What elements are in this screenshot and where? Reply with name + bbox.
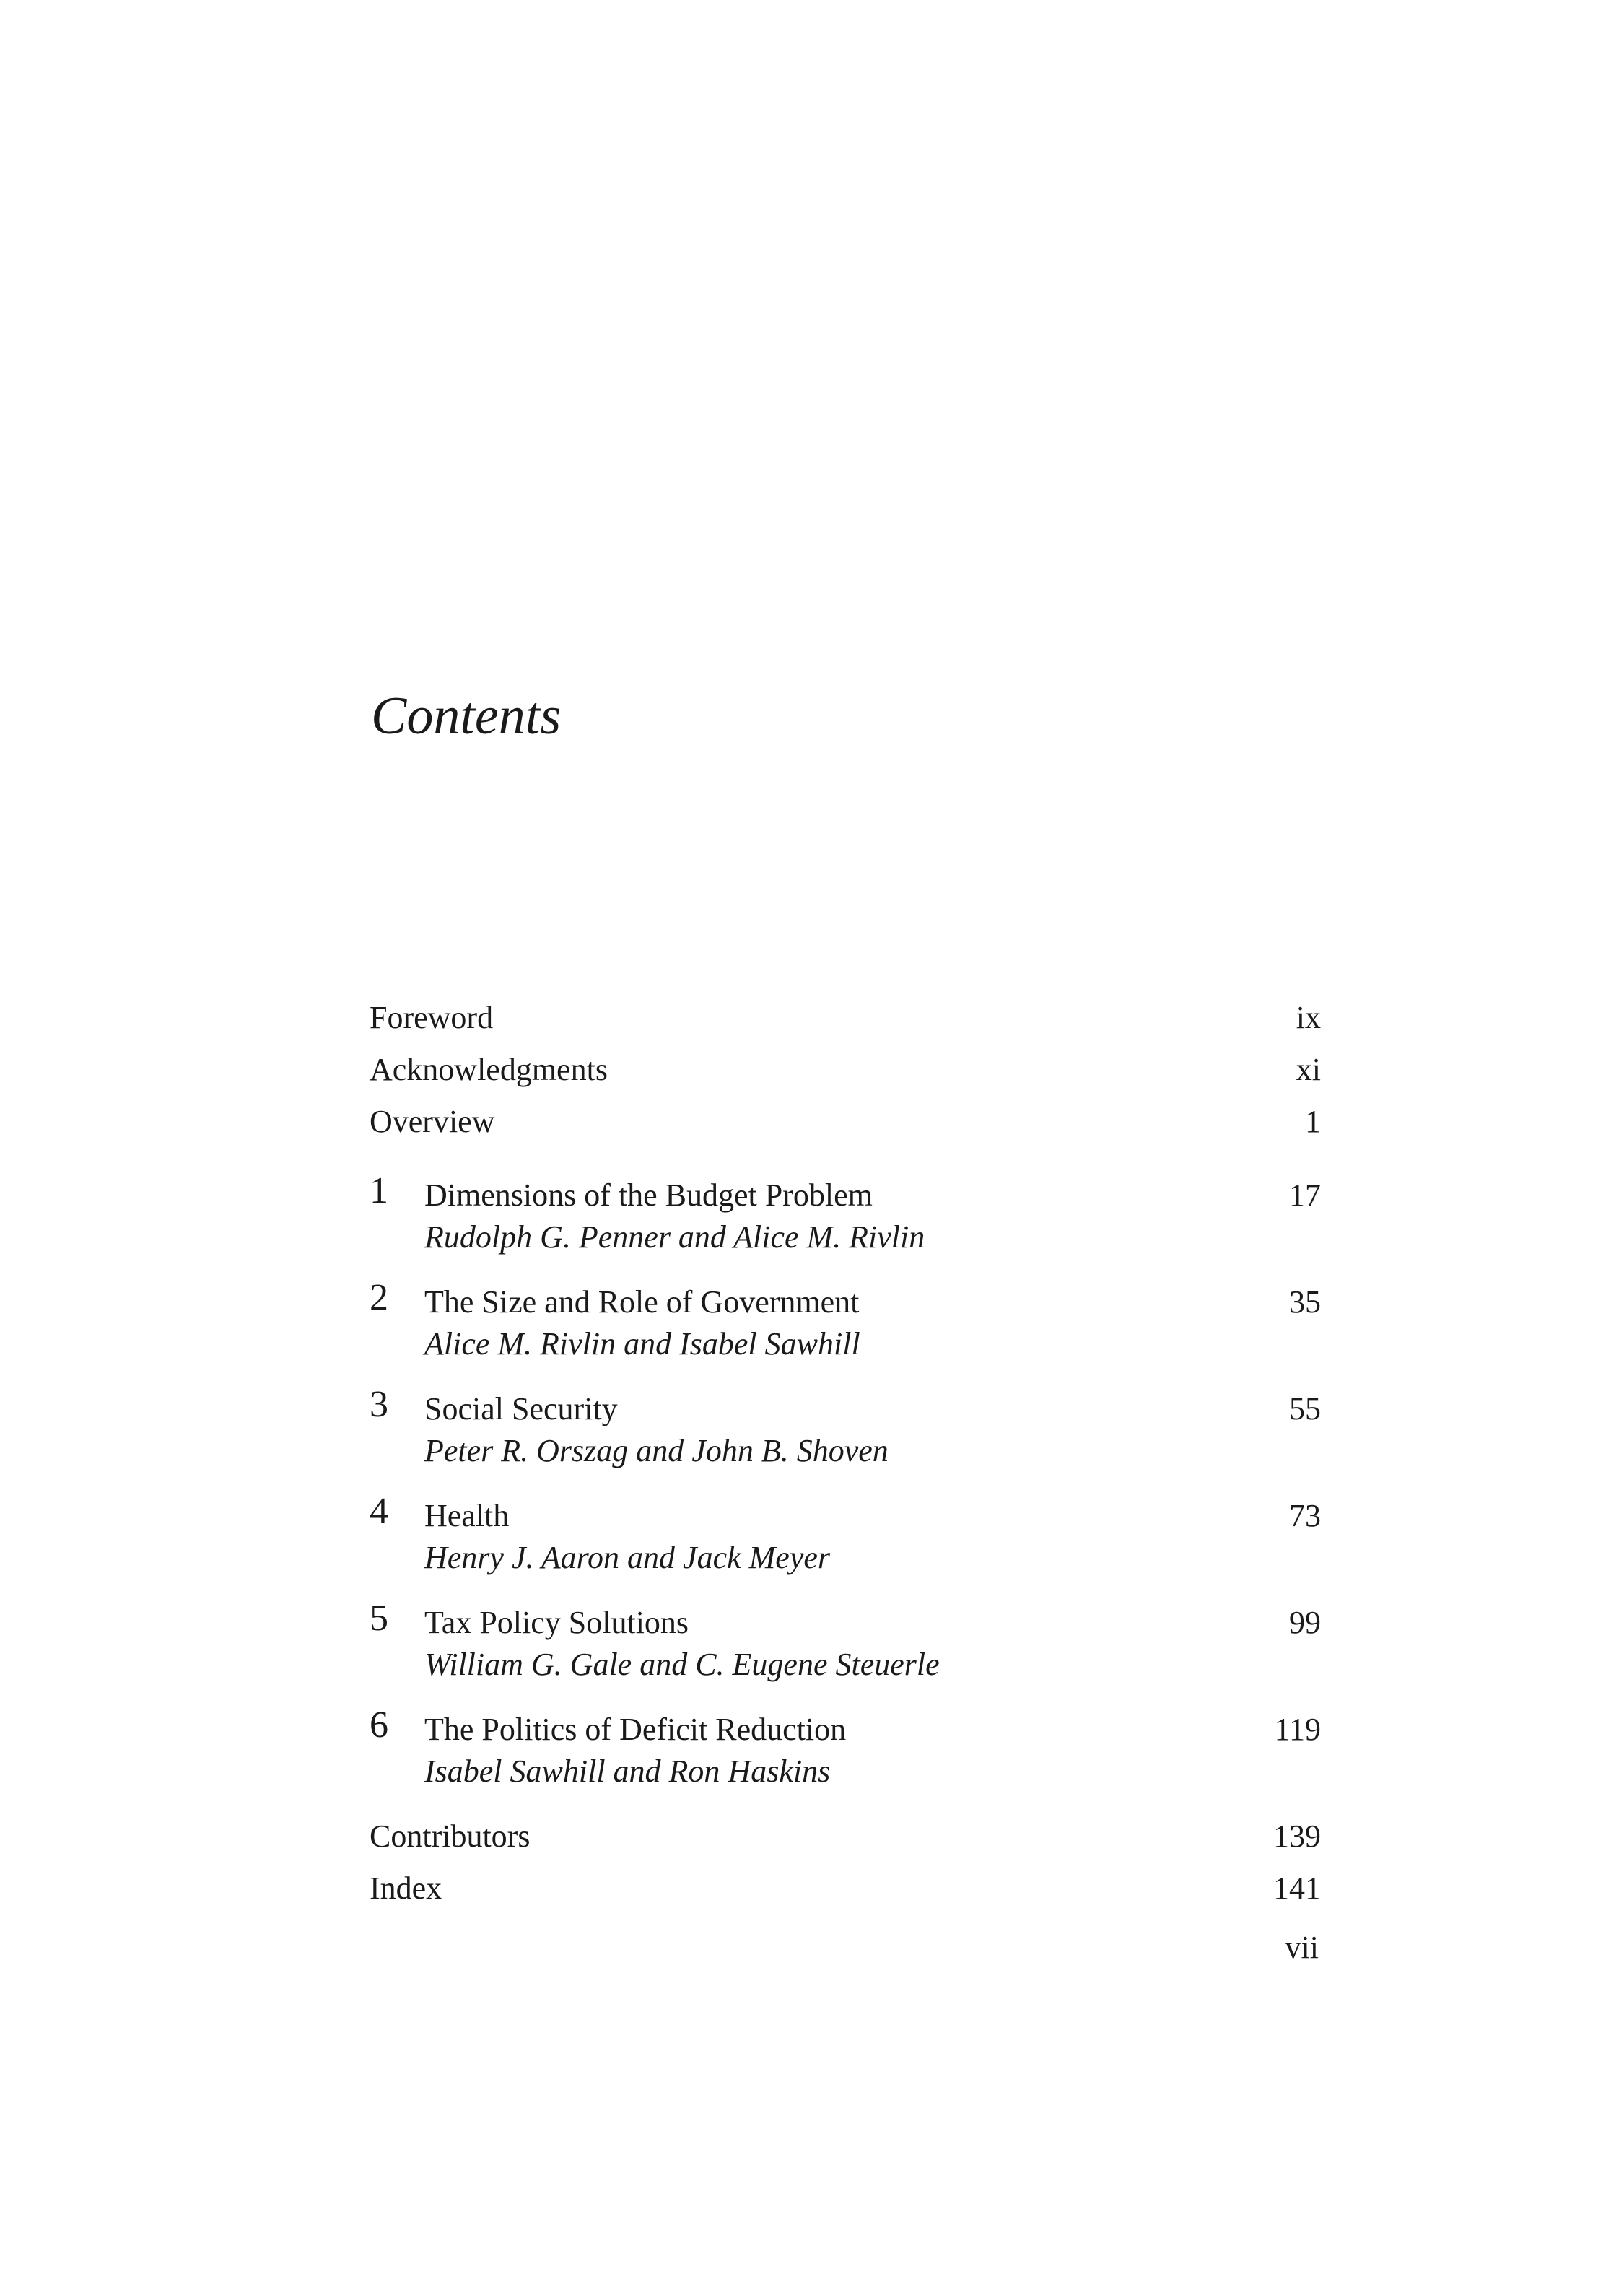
chapter-authors: Rudolph G. Penner and Alice M. Rivlin (424, 1219, 925, 1255)
chapter-page: 35 (1289, 1284, 1321, 1320)
toc-chapter-5[interactable] (370, 1598, 1624, 1695)
toc-entry-label: Index (370, 1870, 442, 1906)
toc-entry-page: 141 (1273, 1870, 1321, 1906)
chapter-title: Health (424, 1498, 510, 1533)
chapter-number: 5 (370, 1598, 388, 1639)
toc-entry-index[interactable] (370, 1867, 1624, 1910)
page-number: vii (1285, 1930, 1319, 1965)
chapter-authors: Isabel Sawhill and Ron Haskins (424, 1754, 831, 1789)
chapter-page: 99 (1289, 1605, 1321, 1640)
toc-entry-page: ix (1296, 1000, 1321, 1035)
toc-entry-label: Overview (370, 1104, 495, 1139)
chapter-number: 4 (370, 1491, 388, 1532)
page-title: Contents (371, 687, 562, 746)
toc-chapter-6[interactable] (370, 1704, 1624, 1802)
toc-entry-label: Contributors (370, 1818, 531, 1854)
toc-entry-foreword[interactable] (370, 996, 1624, 1040)
chapter-page: 55 (1289, 1391, 1321, 1426)
chapter-authors: Peter R. Orszag and John B. Shoven (424, 1433, 889, 1468)
toc-entry-contributors[interactable] (370, 1815, 1624, 1858)
chapter-number: 6 (370, 1704, 388, 1746)
toc-chapter-1[interactable] (370, 1170, 1624, 1268)
chapter-number: 3 (370, 1384, 388, 1425)
toc-entry-acknowledgments[interactable] (370, 1048, 1624, 1092)
chapter-number: 1 (370, 1170, 388, 1211)
chapter-authors: Henry J. Aaron and Jack Meyer (424, 1540, 831, 1575)
chapter-title: Dimensions of the Budget Problem (424, 1177, 873, 1213)
chapter-title: The Politics of Deficit Reduction (424, 1712, 847, 1747)
toc-entry-page: 139 (1273, 1818, 1321, 1854)
toc-entry-page: xi (1296, 1052, 1321, 1087)
chapter-page: 73 (1289, 1498, 1321, 1533)
chapter-page: 119 (1274, 1712, 1321, 1747)
chapter-title: Social Security (424, 1391, 618, 1426)
toc-chapter-3[interactable] (370, 1384, 1624, 1481)
toc-entry-page: 1 (1305, 1104, 1321, 1139)
toc-entry-label: Acknowledgments (370, 1052, 608, 1087)
chapter-page: 17 (1289, 1177, 1321, 1213)
toc-chapter-4[interactable] (370, 1491, 1624, 1588)
toc-entry-overview[interactable] (370, 1100, 1624, 1143)
chapter-title: Tax Policy Solutions (424, 1605, 689, 1640)
chapter-authors: Alice M. Rivlin and Isabel Sawhill (424, 1326, 860, 1362)
chapter-authors: William G. Gale and C. Eugene Steuerle (424, 1647, 940, 1682)
toc-entry-label: Foreword (370, 1000, 494, 1035)
chapter-title: The Size and Role of Government (424, 1284, 860, 1320)
chapter-number: 2 (370, 1277, 388, 1318)
toc-chapter-2[interactable] (370, 1277, 1624, 1375)
